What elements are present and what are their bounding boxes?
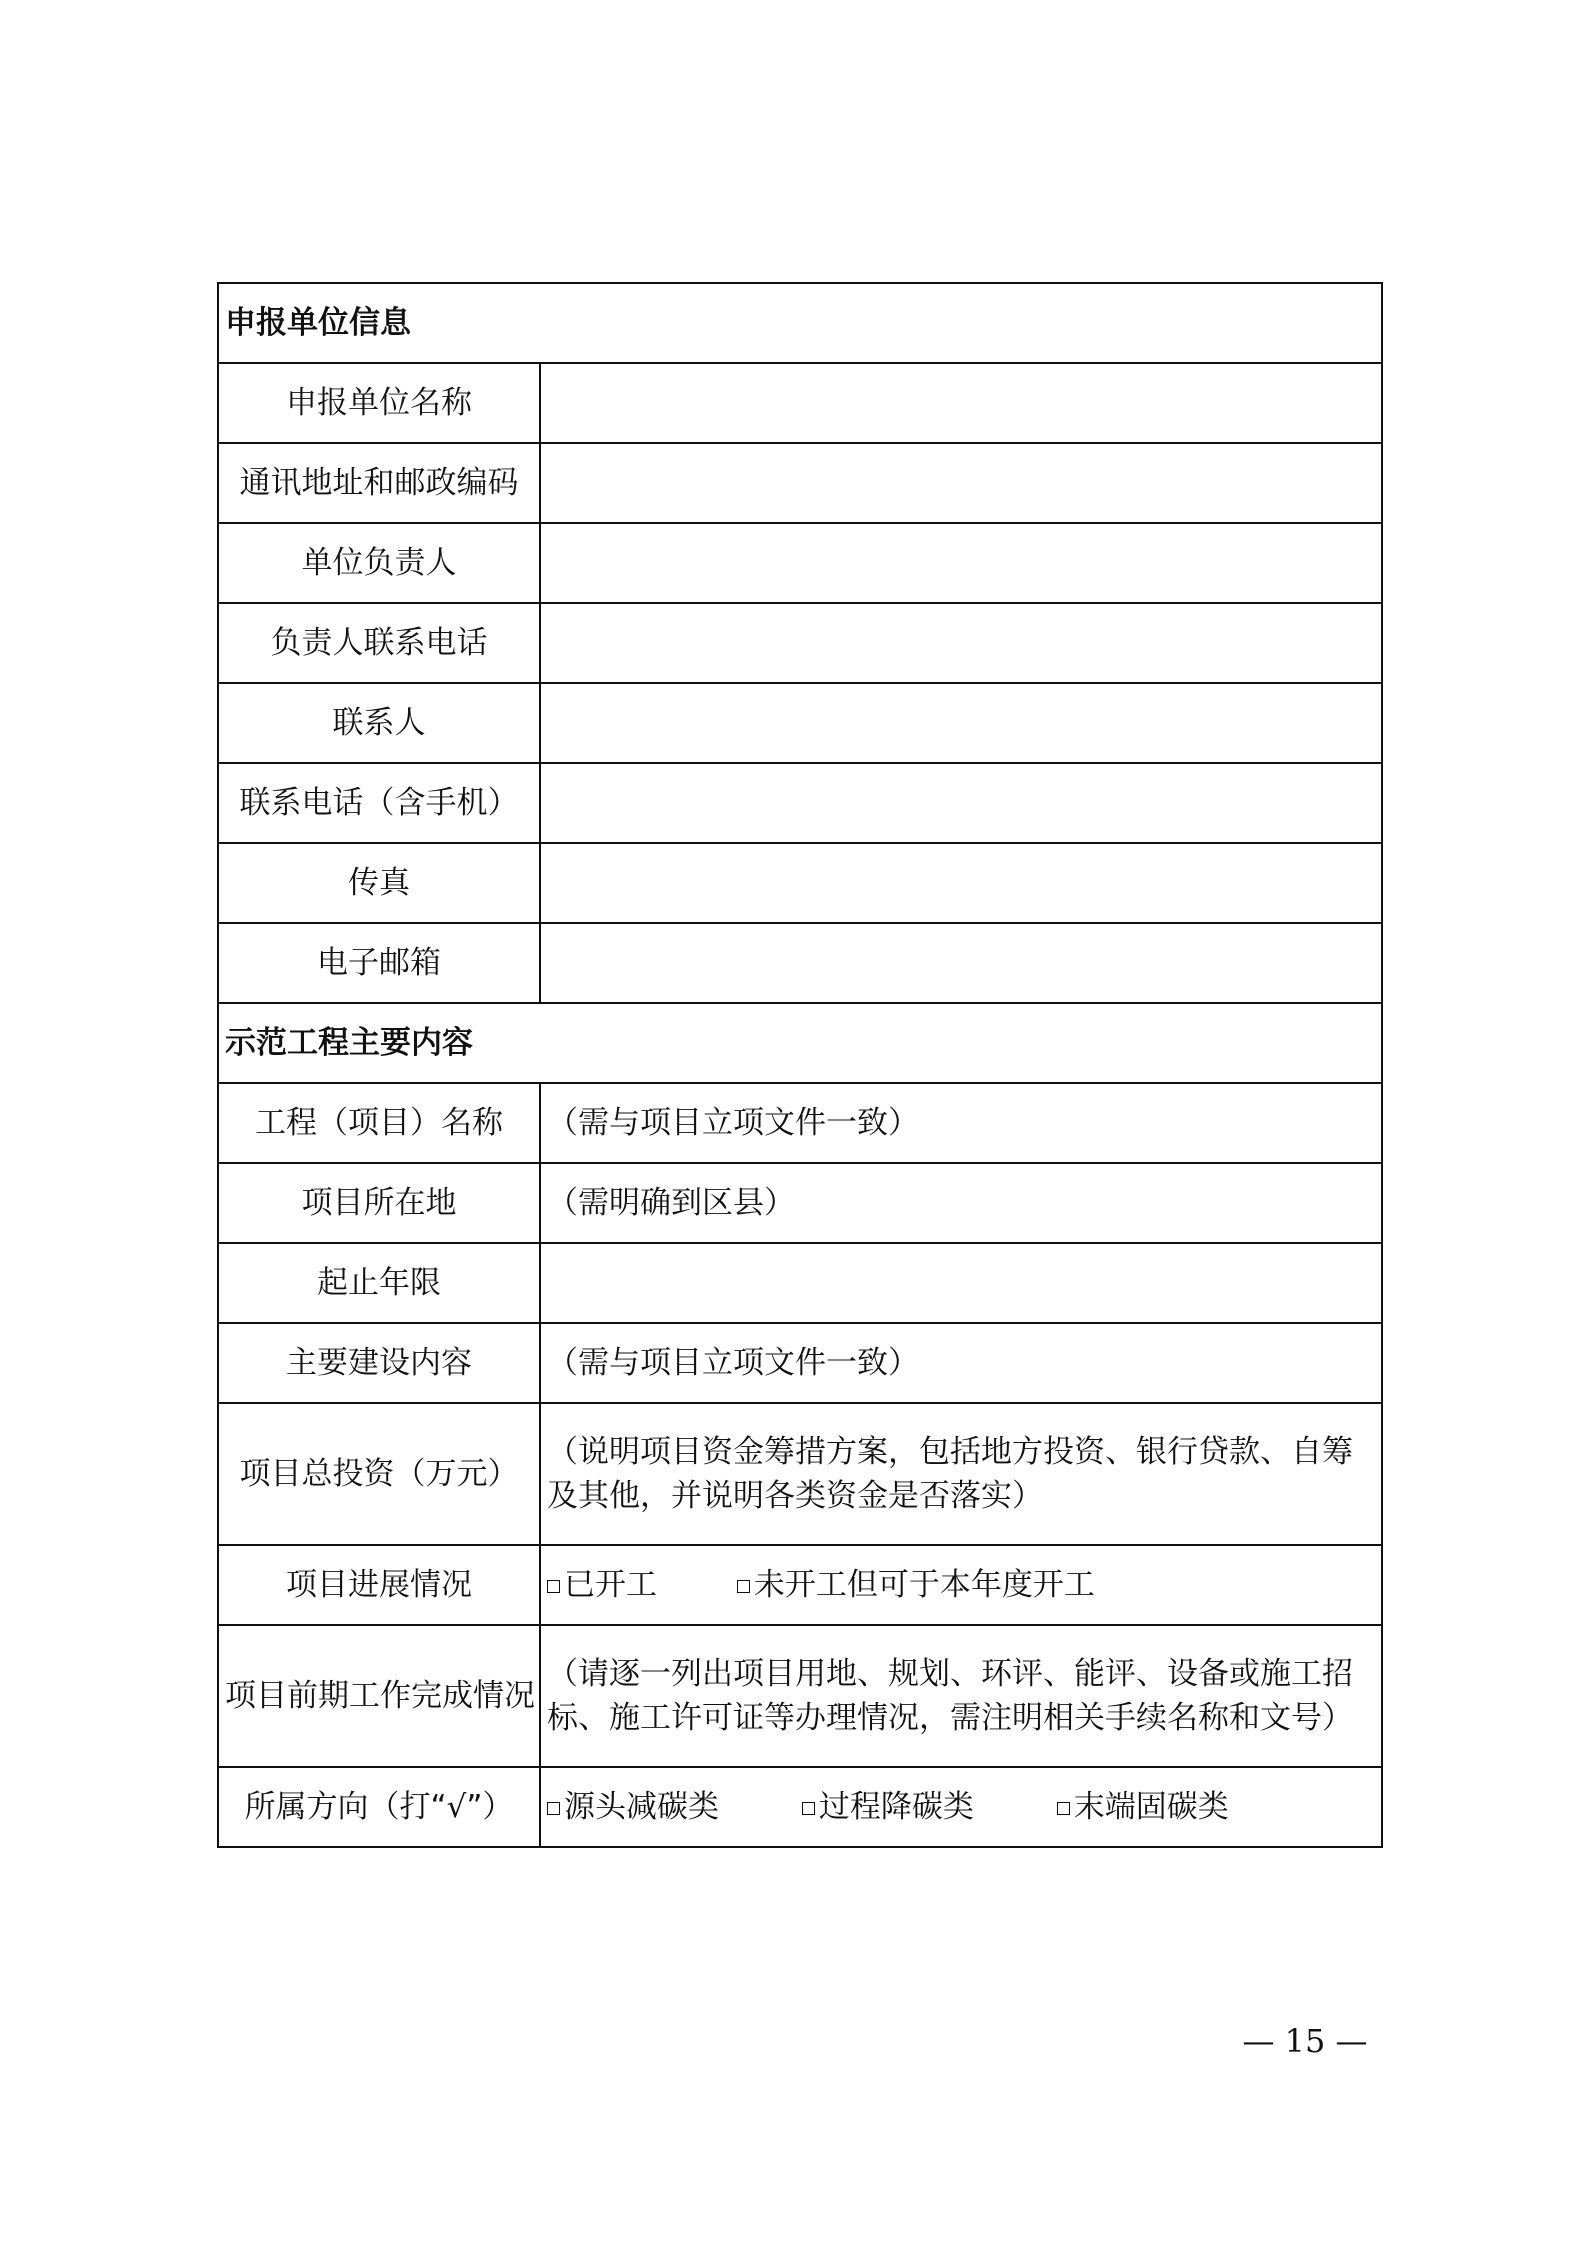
checkbox-option-end-fixation[interactable] xyxy=(1057,1785,1229,1829)
value-cell-address[interactable] xyxy=(540,443,1382,523)
table-row xyxy=(218,1243,1382,1323)
table-row xyxy=(218,363,1382,443)
section-header-project xyxy=(218,1003,1382,1083)
value-cell-main-content[interactable]: （需与项目立项文件一致） xyxy=(540,1323,1382,1403)
table-row xyxy=(218,1545,1382,1625)
row-label: 联系电话（含手机） xyxy=(218,763,540,843)
checkbox-icon xyxy=(802,1802,815,1815)
value-cell-progress xyxy=(540,1545,1382,1625)
row-label: 项目进展情况 xyxy=(218,1545,540,1625)
section-header-applicant xyxy=(218,283,1382,363)
application-form-table xyxy=(217,282,1383,1848)
value-cell-head-phone[interactable] xyxy=(540,603,1382,683)
checkbox-icon xyxy=(547,1580,560,1593)
row-label: 传真 xyxy=(218,843,540,923)
checkbox-option-source-reduction[interactable] xyxy=(547,1785,792,1829)
table-row xyxy=(218,1083,1382,1163)
row-label: 项目总投资（万元） xyxy=(218,1403,540,1545)
value-cell-project-location[interactable]: （需明确到区县） xyxy=(540,1163,1382,1243)
section-title-project: 示范工程主要内容 xyxy=(218,1003,1382,1083)
value-cell-period[interactable] xyxy=(540,1243,1382,1323)
row-label: 起止年限 xyxy=(218,1243,540,1323)
row-label: 电子邮箱 xyxy=(218,923,540,1003)
value-cell-unit-head[interactable] xyxy=(540,523,1382,603)
checkbox-icon xyxy=(737,1580,750,1593)
checkbox-option-not-started[interactable] xyxy=(737,1563,1095,1607)
row-label: 联系人 xyxy=(218,683,540,763)
value-cell-email[interactable] xyxy=(540,923,1382,1003)
value-cell-direction xyxy=(540,1767,1382,1847)
row-label: 项目所在地 xyxy=(218,1163,540,1243)
page-number: — 15 — xyxy=(1242,2022,1368,2060)
table-row xyxy=(218,763,1382,843)
checkbox-icon xyxy=(1057,1802,1070,1815)
option-label: 源头减碳类 xyxy=(564,1789,719,1825)
row-label: 负责人联系电话 xyxy=(218,603,540,683)
table-row xyxy=(218,1625,1382,1767)
row-label: 单位负责人 xyxy=(218,523,540,603)
value-cell-fax[interactable] xyxy=(540,843,1382,923)
row-label: 主要建设内容 xyxy=(218,1323,540,1403)
table-row xyxy=(218,443,1382,523)
table-row xyxy=(218,843,1382,923)
table-row xyxy=(218,1323,1382,1403)
row-label: 项目前期工作完成情况 xyxy=(218,1625,540,1767)
value-cell-preliminary-work[interactable]: （请逐一列出项目用地、规划、环评、能评、设备或施工招标、施工许可证等办理情况，需注明相关手续名称和文号） xyxy=(540,1625,1382,1767)
table-row xyxy=(218,1767,1382,1847)
row-label: 通讯地址和邮政编码 xyxy=(218,443,540,523)
value-cell-total-investment[interactable]: （说明项目资金筹措方案，包括地方投资、银行贷款、自筹及其他，并说明各类资金是否落实） xyxy=(540,1403,1382,1545)
option-label: 过程降碳类 xyxy=(818,1789,974,1825)
checkbox-option-process-reduction[interactable] xyxy=(802,1785,1047,1829)
row-label: 所属方向（打“√”） xyxy=(218,1767,540,1847)
checkbox-icon xyxy=(547,1802,560,1815)
table-row xyxy=(218,523,1382,603)
option-label: 末端固碳类 xyxy=(1073,1789,1229,1825)
value-cell-contact-phone[interactable] xyxy=(540,763,1382,843)
table-row xyxy=(218,603,1382,683)
checkbox-option-started[interactable] xyxy=(547,1563,727,1607)
value-cell-contact[interactable] xyxy=(540,683,1382,763)
table-row xyxy=(218,1403,1382,1545)
table-row xyxy=(218,1163,1382,1243)
option-label: 未开工但可于本年度开工 xyxy=(753,1567,1095,1603)
value-cell-unit-name[interactable] xyxy=(540,363,1382,443)
value-cell-project-name[interactable]: （需与项目立项文件一致） xyxy=(540,1083,1382,1163)
table-row xyxy=(218,923,1382,1003)
option-label: 已开工 xyxy=(564,1567,657,1603)
table-row xyxy=(218,683,1382,763)
row-label: 工程（项目）名称 xyxy=(218,1083,540,1163)
section-title-applicant: 申报单位信息 xyxy=(218,283,1382,363)
row-label: 申报单位名称 xyxy=(218,363,540,443)
